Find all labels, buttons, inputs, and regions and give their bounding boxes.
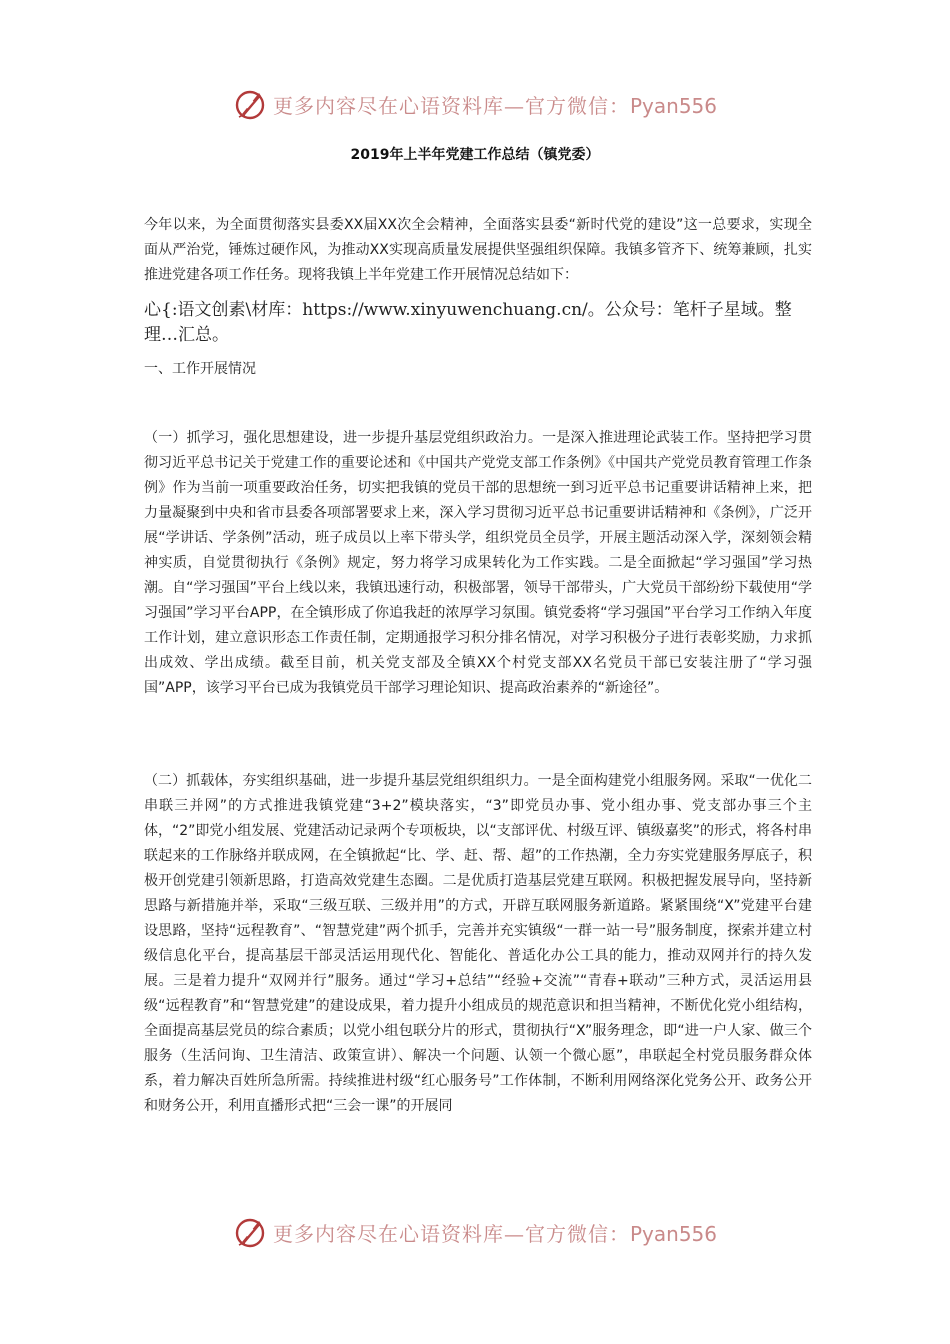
- banner-title: 更多内容尽在心语资料库—官方微信：: [272, 1221, 630, 1246]
- banner-handle: Pyan556: [629, 93, 717, 118]
- intro-block: [144, 213, 812, 288]
- paragraph-1: （一）抓学习，强化思想建设，进一步提升基层党组织政治力。一是深入推进理论武装工作。坚持把学习贯彻习近平总书记关于党建工作的重要论述和《中国共产党党支部工作条例》《中国共产党党员教育管理工作条例》作为当前一项重要政治任务，切实把我镇的党员干部的思想统一到习近平总书记重要讲话精神上来，把力量凝聚到中央和省市县委各项部署要求上来，深入学习贯彻习近平总书记重要讲话精神和《条例》，广泛开展“学讲话、学条例”活动，班子成员以上率下带头学，组织党员全员学，开展主题活动深入学，深刻领会精神实质，自觉贯彻执行《条例》规定，努力将学习成果转化为工作实践。二是全面掀起“学习强国”学习热潮。自“学习强国”平台上线以来，我镇迅速行动，积极部署，领导干部带头，广大党员干部纷纷下载使用“学习强国”学习平台APP，在全镇形成了你追我赶的浓厚学习氛围。镇党委将“学习强国”平台学习工作纳入年度工作计划，建立意识形态工作责任制，定期通报学习积分排名情况，对学习积极分子进行表彰奖励，力求抓出成效、学出成绩。截至目前，机关党支部及全镇XX个村党支部XX名党员干部已安装注册了“学习强国”APP，该学习平台已成为我镇党员干部学习理论知识、提高政治素养的“新途径”。: [144, 430, 812, 696]
- banner-text: [273, 1218, 717, 1247]
- banner-text: [273, 90, 717, 119]
- bottom-banner: [0, 1212, 950, 1252]
- quill-logo-icon: [233, 87, 267, 121]
- source-note: 心{:语文创素\材库：https://www.xinyuwenchuang.cn/。公众号：笔杆子星域。整理…汇总。: [144, 300, 792, 345]
- paragraph-1-block: [144, 426, 812, 701]
- paragraph-2: （二）抓载体，夯实组织基础，进一步提升基层党组织组织力。一是全面构建党小组服务网。采取“一优化二串联三并网”的方式推进我镇党建“3+2”模块落实，“3”即党员办事、党小组办事、党支部办事三个主体，“2”即党小组发展、党建活动记录两个专项板块，以“支部评优、村级互评、镇级嘉奖”的形式，将各村串联起来的工作脉络并联成网，在全镇掀起“比、学、赶、帮、超”的工作热潮，全力夯实党建服务厚底子，积极开创党建引领新思路，打造高效党建生态圈。二是优质打造基层党建互联网。积极把握发展导向，坚持新思路与新措施并举，采取“三级互联、三级并用”的方式，开辟互联网服务新道路。紧紧围绕“X”党建平台建设思路，坚持“远程教育”、“智慧党建”两个抓手，完善并充实镇级“一群一站一号”服务制度，探索并建立村级信息化平台，提高基层干部灵活运用现代化、智能化、普适化办公工具的能力，推动双网并行的持久发展。三是着力提升“双网并行”服务。通过“学习+总结”“经验+交流”“青春+联动”三种方式，灵活运用县级“远程教育”和“智慧党建”的建设成果，着力提升小组成员的规范意识和担当精神，不断优化党小组结构，全面提高基层党员的综合素质；以党小组包联分片的形式，贯彻执行“X”服务理念，即“进一户人家、做三个服务（生活问询、卫生清洁、政策宣讲）、解决一个问题、认领一个微心愿”，串联起全村党员服务群众体系，着力解决百姓所急所需。持续推进村级“红心服务号”工作体制，不断利用网络深化党务公开、政务公开和财务公开，利用直播形式把“三会一课”的开展同: [144, 773, 812, 1114]
- section-heading: 一、工作开展情况: [144, 361, 256, 377]
- intro-paragraph: 今年以来，为全面贯彻落实县委XX届XX次全会精神，全面落实县委“新时代党的建设”这一总要求，实现全面从严治党，锤炼过硬作风，为推动XX实现高质量发展提供坚强组织保障。我镇多管齐下、统筹兼顾，扎实推进党建各项工作任务。现将我镇上半年党建工作开展情况总结如下：: [144, 217, 812, 283]
- top-banner: [0, 84, 950, 124]
- paragraph-2-block: [144, 769, 812, 1119]
- document-title: 2019年上半年党建工作总结（镇党委）: [350, 147, 600, 163]
- bottom-banner-inner: [233, 1215, 717, 1249]
- banner-title: 更多内容尽在心语资料库—官方微信：: [272, 93, 630, 118]
- top-banner-inner: [233, 87, 717, 121]
- banner-handle: Pyan556: [629, 1221, 717, 1246]
- section-heading-block: [144, 357, 812, 382]
- source-note-block: [144, 298, 812, 348]
- quill-logo-icon: [233, 1215, 267, 1249]
